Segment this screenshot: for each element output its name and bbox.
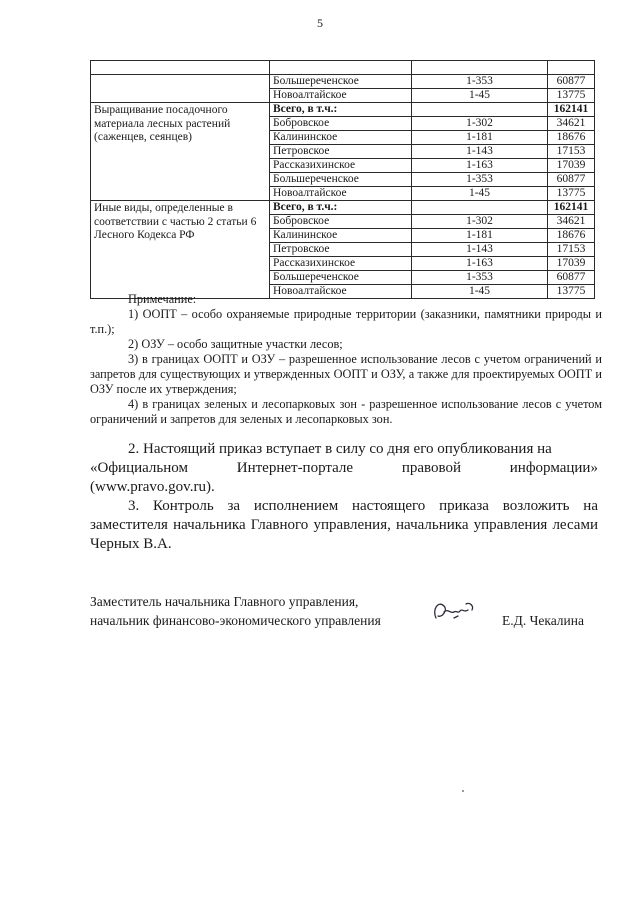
total-value: 162141 [548, 201, 595, 215]
signer-name: Е.Д. Чекалина [502, 613, 584, 628]
area-value: 60877 [548, 173, 595, 187]
area-value: 17153 [548, 145, 595, 159]
note-item: 2) ОЗУ – особо защитные участки лесов; [128, 337, 343, 351]
forestry-name: Новоалтайское [270, 187, 412, 201]
use-type-cell: Выращивание посадочного материала лесных растений (саженцев, сеянцев) [91, 103, 270, 201]
area-value: 34621 [548, 117, 595, 131]
quarter-code: 1-143 [412, 243, 548, 257]
signer-position-line2: начальник финансово-экономического управления [90, 613, 381, 628]
forestry-name: Калининское [270, 229, 412, 243]
signer-position-line1: Заместитель начальника Главного управления, [90, 594, 359, 609]
blank-cell [548, 61, 595, 75]
page-number: 5 [317, 16, 323, 30]
area-value: 17039 [548, 159, 595, 173]
quarter-code: 1-45 [412, 285, 548, 299]
use-type-cell: Иные виды, определенные в соответствии с частью 2 статьи 6 Лесного Кодекса РФ [91, 201, 270, 299]
total-label: Всего, в т.ч.: [270, 201, 412, 215]
order-point-2-line3: (www.pravo.gov.ru). [90, 479, 215, 495]
area-value: 17039 [548, 257, 595, 271]
use-type-cell [91, 75, 270, 103]
forestry-name: Большереченское [270, 75, 412, 89]
area-value: 18676 [548, 131, 595, 145]
order-point-3: 3. Контроль за исполнением настоящего приказа возложить на заместителя начальника Главного управления, начальника управления лесами Черных В.А. [90, 498, 598, 552]
scan-speck [462, 790, 464, 792]
order-point-2-line2 [90, 459, 598, 478]
area-value: 17153 [548, 243, 595, 257]
blank-cell [412, 61, 548, 75]
total-code-cell [412, 103, 548, 117]
area-value: 13775 [548, 89, 595, 103]
forestry-name: Новоалтайское [270, 285, 412, 299]
signature-block [90, 592, 600, 630]
quarter-code: 1-45 [412, 89, 548, 103]
quarter-code: 1-45 [412, 187, 548, 201]
note-item: 1) ООПТ – особо охраняемые природные территории (заказники, памятники природы и т.п.); [90, 307, 602, 336]
table-row [91, 75, 595, 89]
area-value: 13775 [548, 187, 595, 201]
table-total-row [91, 103, 595, 117]
total-label: Всего, в т.ч.: [270, 103, 412, 117]
quarter-code: 1-302 [412, 215, 548, 229]
notes-section [90, 292, 602, 427]
word: информации» [509, 460, 598, 476]
order-paragraphs [90, 440, 598, 554]
forestry-name: Рассказихинское [270, 159, 412, 173]
forestry-name: Бобровское [270, 215, 412, 229]
quarter-code: 1-353 [412, 271, 548, 285]
notes-heading: Примечание: [128, 292, 197, 306]
area-value: 18676 [548, 229, 595, 243]
area-value: 60877 [548, 271, 595, 285]
area-value: 60877 [548, 75, 595, 89]
forestry-name: Большереченское [270, 173, 412, 187]
quarter-code: 1-181 [412, 131, 548, 145]
table-total-row [91, 201, 595, 215]
blank-cell [270, 61, 412, 75]
forestry-name: Рассказихинское [270, 257, 412, 271]
quarter-code: 1-353 [412, 75, 548, 89]
note-item: 3) в границах ООПТ и ОЗУ – разрешенное использование лесов с учетом ограничений и запретов для существующих и утвержденных ООПТ и ОЗУ, а также для проектируемых ООПТ и ОЗУ после их утверждения; [90, 352, 602, 396]
quarter-code: 1-163 [412, 159, 548, 173]
blank-cell [91, 61, 270, 75]
forestry-name: Калининское [270, 131, 412, 145]
word: правовой [401, 460, 462, 476]
note-item: 4) в границах зеленых и лесопарковых зон - разрешенное использование лесов с учетом ограничений и запретов для зеленых и лесопарковых зон. [90, 397, 602, 426]
area-value: 34621 [548, 215, 595, 229]
quarter-code: 1-302 [412, 117, 548, 131]
forest-use-table [90, 60, 595, 299]
order-point-2-line1: 2. Настоящий приказ вступает в силу со дня его опубликования на [128, 441, 552, 457]
quarter-code: 1-143 [412, 145, 548, 159]
total-value: 162141 [548, 103, 595, 117]
table-blank-row [91, 61, 595, 75]
quarter-code: 1-163 [412, 257, 548, 271]
forestry-name: Бобровское [270, 117, 412, 131]
total-code-cell [412, 201, 548, 215]
word: «Официальном [90, 460, 188, 476]
handwritten-signature [430, 596, 482, 626]
word: Интернет-портале [236, 460, 354, 476]
forestry-name: Петровское [270, 145, 412, 159]
forestry-name: Новоалтайское [270, 89, 412, 103]
forestry-name: Большереченское [270, 271, 412, 285]
quarter-code: 1-353 [412, 173, 548, 187]
forestry-name: Петровское [270, 243, 412, 257]
area-value: 13775 [548, 285, 595, 299]
quarter-code: 1-181 [412, 229, 548, 243]
